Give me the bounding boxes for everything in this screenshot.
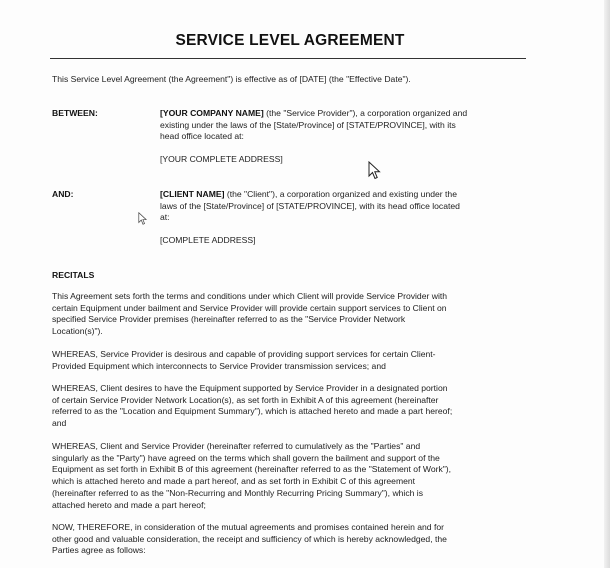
paragraph-line: WHEREAS, Client desires to have the Equipment supported by Service Provider in a designated portion [52,383,448,393]
intro-sentence: This Service Level Agreement (the Agreement") is effective as of [DATE] (the "Effective Date"). [52,74,411,84]
paragraph-line: certain Equipment under bailment and Service Provider will provide certain support services to Client on [52,302,447,313]
paragraph-line: which is attached hereto and made a part hereof, and as set forth in Exhibit C of this agreement [52,476,416,487]
client-block [160,189,524,224]
recital-paragraph [52,522,526,557]
recital-paragraph [52,383,526,430]
client-address: [COMPLETE ADDRESS] [160,235,256,245]
paragraph-line: and [52,418,67,429]
provider-name: [YOUR COMPANY NAME] [160,108,264,118]
mouse-pointer-icon [368,161,382,181]
provider-line2: existing under the laws of the [State/Province] of [STATE/PROVINCE], with its [160,119,456,130]
recital-paragraph [52,349,526,372]
paragraph-line: of certain Service Provider Network Location(s), as set forth in Exhibit A of this agreement (hereinafter [52,394,439,405]
paragraph-line: This Agreement sets forth the terms and conditions under which Client will provide Service Provider with [52,291,448,301]
and-label: AND: [52,189,74,199]
between-label: BETWEEN: [52,108,98,118]
paragraph-line: Provided Equipment which interconnects to Service Provider transmission services; and [52,360,386,371]
document-title: SERVICE LEVEL AGREEMENT [175,32,405,49]
paragraph-line: NOW, THEREFORE, in consideration of the mutual agreements and promises contained herein and for [52,522,445,532]
recital-paragraph [52,291,526,338]
paragraph-line: Parties agree as follows: [52,545,146,556]
mouse-pointer-icon [138,212,148,226]
title-underline [50,58,526,59]
provider-line1: (the "Service Provider"), a corporation organized and [263,108,468,118]
client-line2: laws of the [State/Province] of [STATE/PROVINCE], with its head office located [160,200,460,211]
paragraph-line: WHEREAS, Client and Service Provider (hereinafter referred to cumulatively as the "Parties" and [52,441,421,451]
paragraph-line: attached hereto and made a part hereof; [52,499,206,510]
recitals-heading: RECITALS [52,270,95,280]
paragraph-line: singularly as the "Party") have agreed on the terms which shall govern the bailment and support of the [52,452,440,463]
paragraph-line: Equipment as set forth in Exhibit B of this agreement (hereinafter referred to as the "Statement of Work"), [52,464,452,475]
paragraph-line: other good and valuable consideration, the receipt and sufficiency of which is hereby acknowledged, the [52,533,447,544]
client-line1: (the "Client"), a corporation organized and existing under the [224,189,457,199]
paragraph-line: WHEREAS, Service Provider is desirous and capable of providing support services for certain Client- [52,349,436,359]
client-line3: at: [160,212,170,223]
paragraph-line: referred to as the "Location and Equipment Summary"), which is attached hereto and made a part hereof; [52,406,453,417]
client-name: [CLIENT NAME] [160,189,225,199]
service-provider-block [160,108,524,143]
provider-address: [YOUR COMPLETE ADDRESS] [160,154,283,164]
recital-paragraph [52,441,526,511]
paragraph-line: specified Service Provider premises (hereinafter referred to as the "Service Provider Network [52,314,406,325]
paragraph-line: Location(s)"). [52,326,103,337]
paragraph-line: (hereinafter referred to as the "Non-Recurring and Monthly Recurring Pricing Summary"), which is [52,487,424,498]
provider-line3: head office located at: [160,131,244,142]
page-edge-shadow [604,0,610,568]
